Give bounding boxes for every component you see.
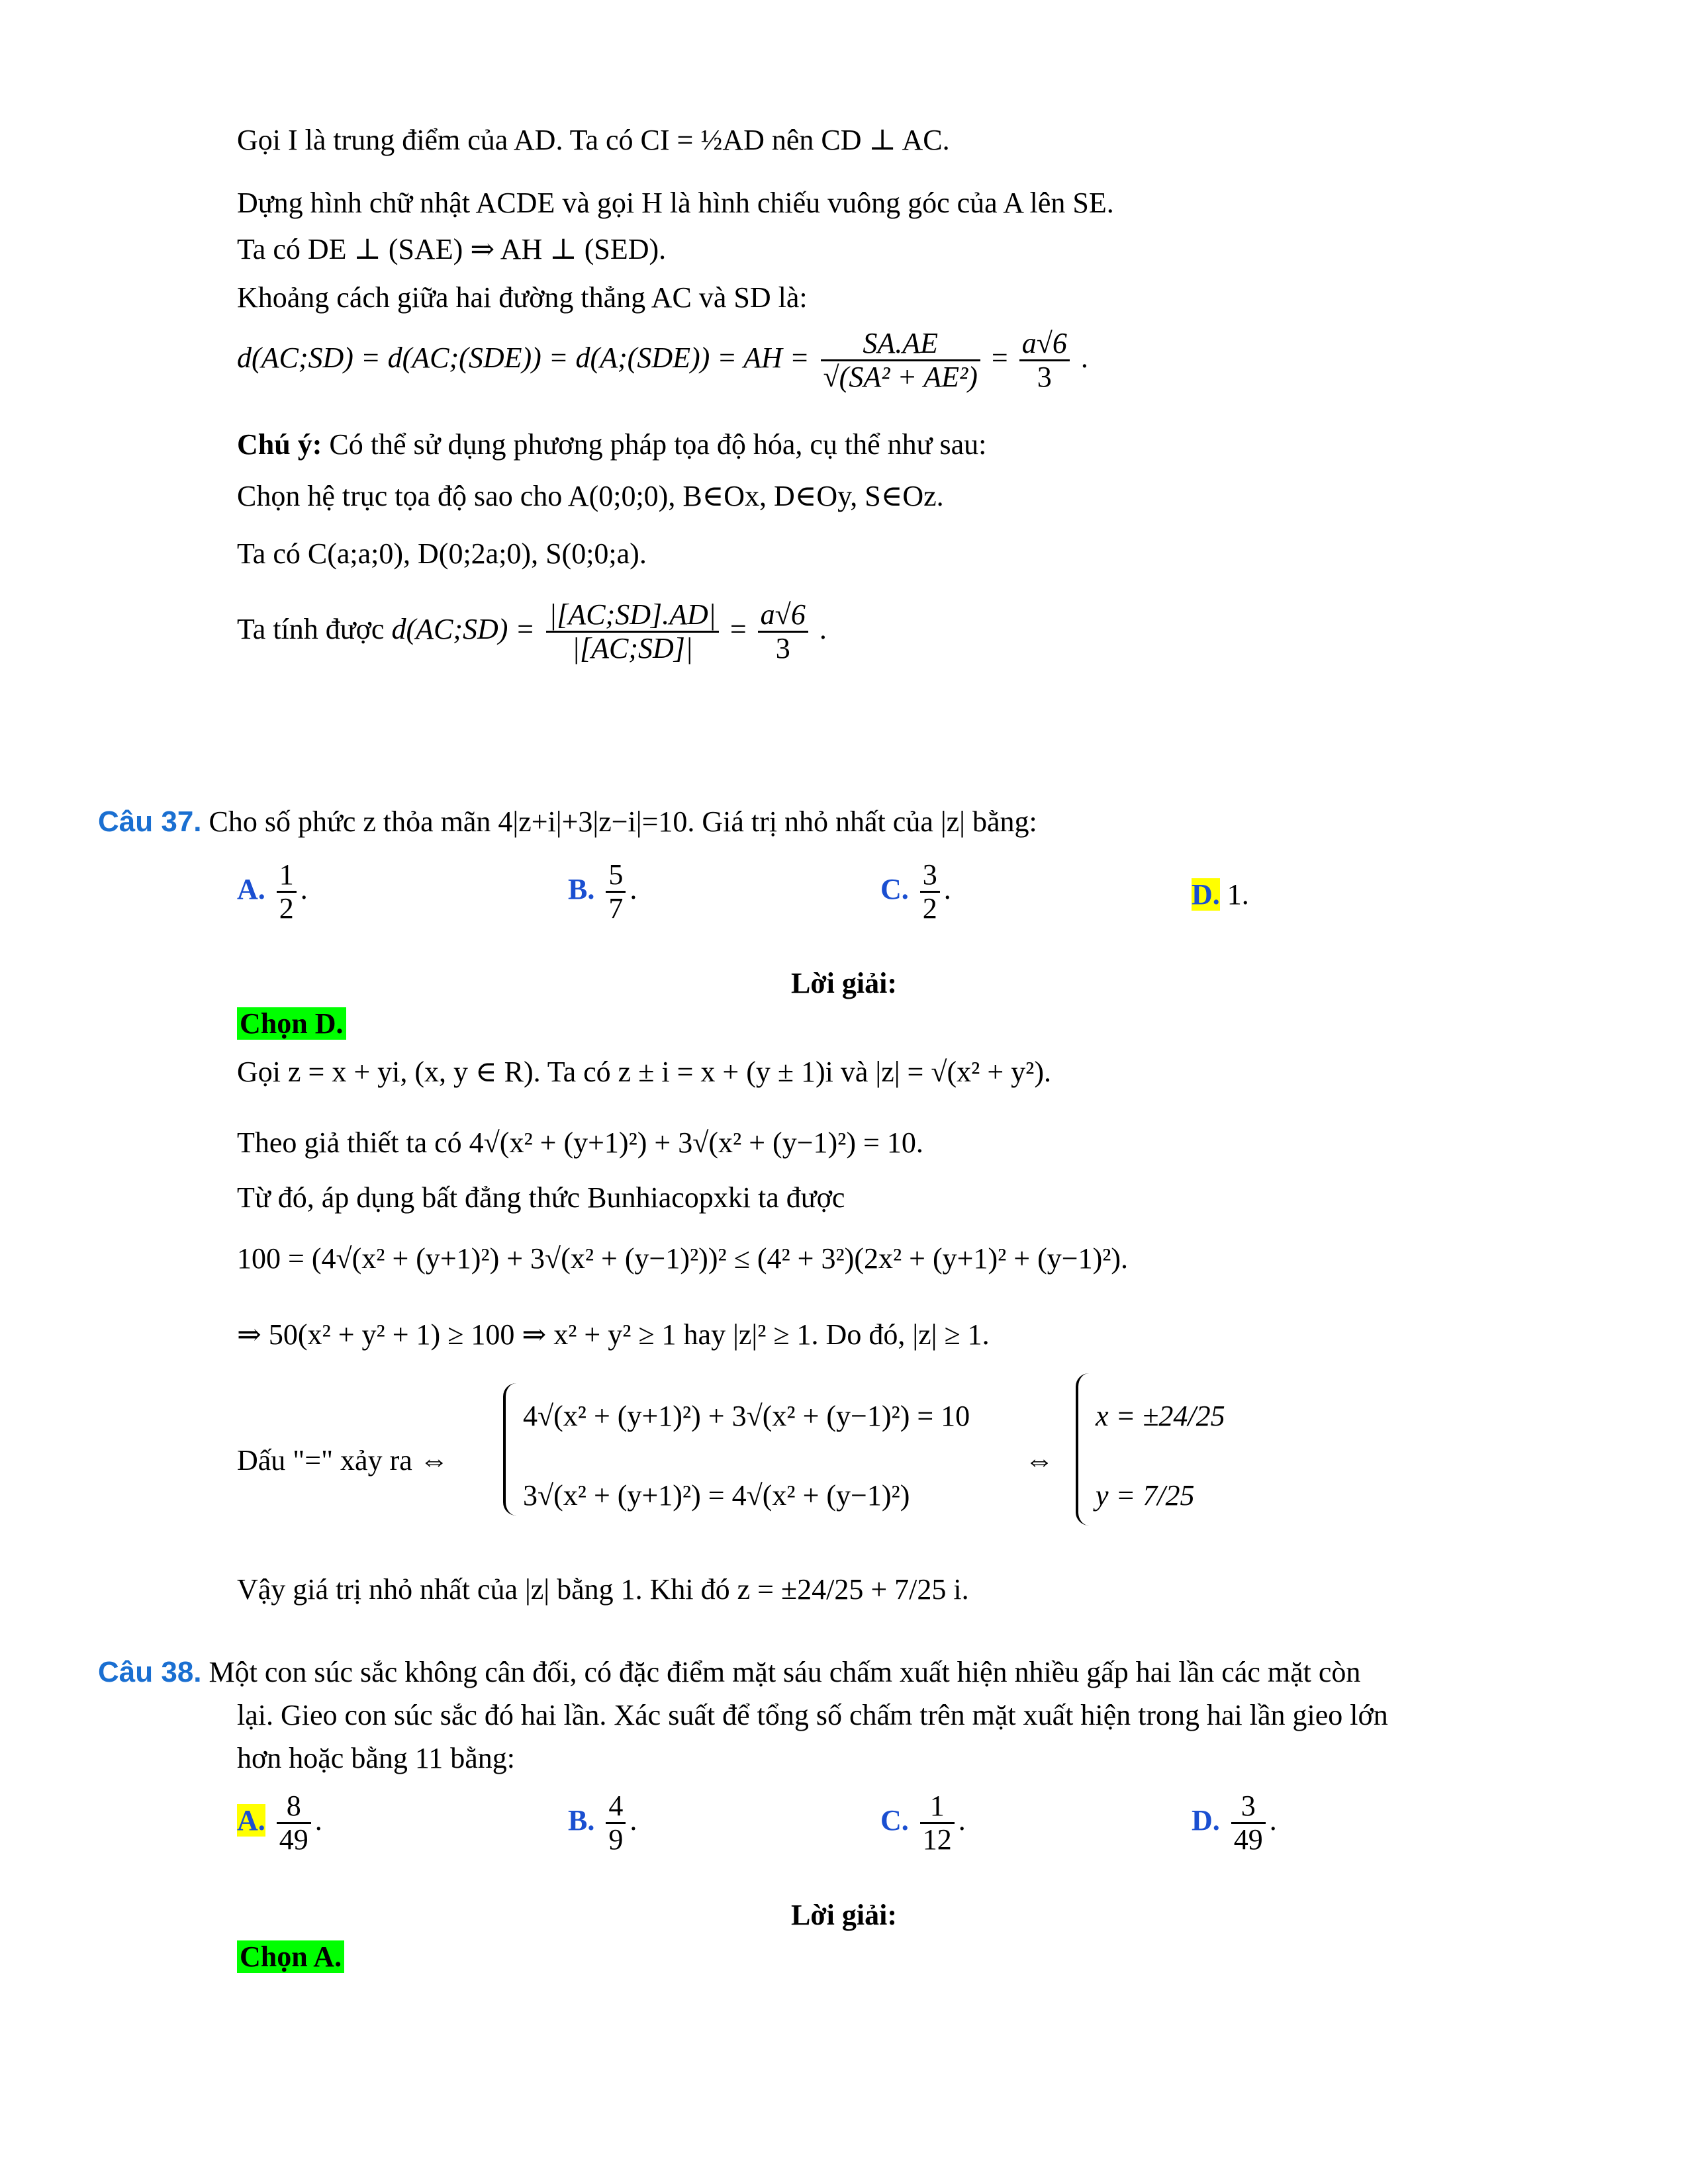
coord-line: Chọn hệ trục tọa độ sao cho A(0;0;0), B∈Ox, D∈Oy, S∈Oz. [237,480,944,512]
q38-option-a-num: 8 [286,1790,301,1822]
q37-option-a-letter: A. [237,872,265,905]
q38-text-2: lại. Gieo con súc sắc đó hai lần. Xác suất để tổng số chấm trên mặt xuất hiện trong hai lần gieo lớn [237,1699,1388,1731]
q38-option-a[interactable]: A. $\frac{8}{49}$ . [237,1790,322,1856]
q37-line [98,807,1037,837]
note-text: Có thể sử dụng phương pháp tọa độ hóa, cụ thể như sau: [329,428,987,461]
calc-result-den: 3 [758,631,808,664]
q38-text-3: hơn hoặc bằng 11 bằng: [237,1742,515,1774]
q37-step-3: Từ đó, áp dụng bất đẳng thức Bunhiacopxki ta được [237,1181,845,1214]
q37-option-d-letter: D. [1192,878,1220,911]
prev-line-1: Gọi I là trung điểm của AD. Ta có CI = ½AD nên CD ⊥ AC. [237,124,950,156]
prev-line-3: Ta có DE ⊥ (SAE) ⇒ AH ⊥ (SED). [237,233,667,265]
q38-option-a-letter: A. [237,1803,265,1837]
q37-step-1: Gọi z = x + yi, (x, y ∈ R). Ta có z ± i = x + (y ± 1)i và |z| = √(x² + y²). [237,1056,1052,1088]
q37-option-b-num: 5 [608,858,624,891]
q37-text: Cho số phức z thỏa mãn 4|z+i|+3|z−i|=10. Giá trị nhỏ nhất của |z| bằng: [209,805,1037,838]
prev-line-2: Dựng hình chữ nhật ACDE và gọi H là hình chiếu vuông góc của A lên SE. [237,187,1114,219]
q37-option-b-den: 7 [606,891,626,925]
q38-option-c-den: 12 [920,1822,955,1856]
q37-chosen-badge: Chọn D. [237,1007,346,1040]
q38-option-c-letter: C. [880,1803,909,1837]
q38-option-d-den: 49 [1231,1822,1266,1856]
calc-fraction [546,599,719,665]
q38-solution-title: Lời giải: [790,1899,898,1931]
q38-chosen-badge: Chọn A. [237,1940,344,1973]
calc-left: d(AC;SD) = [391,612,536,645]
distance-result [1019,328,1070,394]
note-label: Chú ý: [237,428,322,461]
q37-option-c-num: 3 [922,858,937,891]
distance-fraction [821,328,980,394]
q38-option-d[interactable]: D. $\frac{3}{49}$ . [1192,1790,1277,1856]
q38-option-b-den: 9 [606,1822,626,1856]
q37-option-b[interactable]: B. $\frac{5}{7}$ . [568,858,637,925]
result-brace-left [1076,1373,1092,1525]
calc-result-num: a√6 [760,598,806,631]
points-line: Ta có C(a;a;0), D(0;2a;0), S(0;0;a). [237,537,647,570]
distance-formula: d(AC;SD) = d(AC;(SDE)) = d(A;(SDE)) = AH = $\frac{SA.AE}{\text{√(SA² + AE²)}}$ = $\frac{a√6}{3}$ . [237,327,1088,394]
q37-equality-label: Dấu "=" xảy ra ⇔ [237,1444,449,1477]
q37-result-y: y = 7/25 [1096,1479,1195,1512]
q38-line-1 [98,1658,1360,1687]
equivalence-arrow: ⇔ [1025,1444,1054,1477]
q37-option-a[interactable]: A. $\frac{1}{2}$ . [237,858,308,925]
q37-option-c[interactable]: C. $\frac{3}{2}$ . [880,858,951,925]
q37-option-d[interactable] [1192,880,1249,909]
calc-fraction-den: |[AC;SD]| [546,631,719,664]
q37-option-c-letter: C. [880,872,909,905]
calc-label: Ta tính được [237,612,385,645]
q38-chosen [237,1942,344,1972]
q37-chosen [237,1009,346,1038]
note-line [237,430,986,459]
system-brace-left [503,1383,519,1516]
q38-text-1: Một con súc sắc không cân đối, có đặc điểm mặt sáu chấm xuất hiện nhiều gấp hai lần các mặt còn [209,1656,1361,1688]
q37-system-eq-1: 4√(x² + (y+1)²) + 3√(x² + (y−1)²) = 10 [523,1400,970,1432]
distance-fraction-num: SA.AE [863,327,939,359]
calc-line: Ta tính được d(AC;SD) = $\frac{|[AC;SD].AD|}{|[AC;SD]|}$ = $\frac{a√6}{3}$ . [237,598,827,665]
q37-option-a-den: 2 [277,891,297,925]
q38-option-c-num: 1 [929,1790,945,1822]
distance-fraction-den: √(SA² + AE²) [821,359,980,393]
q37-option-b-letter: B. [568,872,595,905]
q38-label: Câu 38. [98,1656,202,1688]
q37-step-5: ⇒ 50(x² + y² + 1) ≥ 100 ⇒ x² + y² ≥ 1 hay |z|² ≥ 1. Do đó, |z| ≥ 1. [237,1318,990,1351]
prev-line-4: Khoảng cách giữa hai đường thẳng AC và SD là: [237,281,808,314]
q38-option-c[interactable]: C. $\frac{1}{12}$ . [880,1790,966,1856]
q37-option-a-num: 1 [279,858,294,891]
distance-result-den: 3 [1019,359,1070,393]
q37-option-d-value: 1. [1227,878,1249,911]
q37-step-4: 100 = (4√(x² + (y+1)²) + 3√(x² + (y−1)²))² ≤ (4² + 3²)(2x² + (y+1)² + (y−1)²). [237,1242,1129,1275]
q37-result-x: x = ±24/25 [1096,1400,1225,1432]
q38-option-d-num: 3 [1241,1790,1256,1822]
q37-solution-title: Lời giải: [790,967,898,999]
q38-option-a-den: 49 [277,1822,311,1856]
q37-system-eq-2: 3√(x² + (y+1)²) = 4√(x² + (y−1)²) [523,1479,910,1512]
q38-option-d-letter: D. [1192,1803,1220,1837]
q38-option-b-letter: B. [568,1803,595,1837]
q37-label: Câu 37. [98,805,202,838]
calc-fraction-num: |[AC;SD].AD| [549,598,716,631]
q38-option-b[interactable]: B. $\frac{4}{9}$ . [568,1790,637,1856]
q37-step-2: Theo giả thiết ta có 4√(x² + (y+1)²) + 3√(x² + (y−1)²) = 10. [237,1126,923,1159]
calc-result [758,599,808,665]
distance-formula-left: d(AC;SD) = d(AC;(SDE)) = d(A;(SDE)) = AH = [237,341,810,374]
distance-result-num: a√6 [1021,327,1067,359]
q37-conclusion: Vậy giá trị nhỏ nhất của |z| bằng 1. Khi đó z = ±24/25 + 7/25 i. [237,1573,969,1606]
q37-option-c-den: 2 [920,891,940,925]
q38-option-b-num: 4 [608,1790,624,1822]
